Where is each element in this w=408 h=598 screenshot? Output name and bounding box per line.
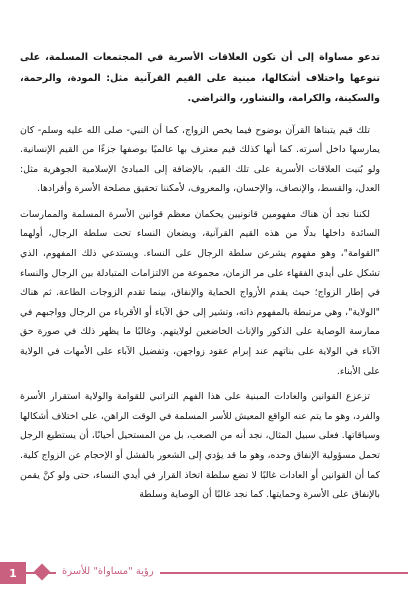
intro-statement: تدعو مساواة إلى أن تكون العلاقات الأسرية في المجتمعات المسلمة، على تنوعها واختلاف أشكالها، مبنية على القيم القرآنية مثل: المودة، والرحمة، والسكينة، والكرامة، والتشاور، والتراضي. (20, 52, 380, 104)
body-paragraph-2: لكننا نجد أن هناك مفهومين قانونيين يحكمان معظم قوانين الأسرة المسلمة والممارسات السائدة داخلها بدلًا من هذه القيم القرآنية، ويضعان النساء تحت سلطة الرجال، أولهما "القوامة"، وهو مفهوم يشرعن سلطة الرجال على النساء. ويستدعي ذلك المفهوم، الذي تشكل على أيدي الفقهاء على مر الزمان، مجموعة من الالتزامات المتبادلة بين الرجال والنساء في إطار الزواج؛ حيث يقدم الأزواج الحماية والإنفاق، بينما تقدم الزوجات الطاعة. ثم هناك "الولاية"، وهي مرتبطة بالمفهوم ذاته، وتشير إلى حق الآباء أو الأقرباء من الرجال وواجبهم في ممارسة الوصاية على الذكور والإناث الخاضعين لولايتهم. وغالبًا ما يظهر ذلك في صورة حق الآباء في الولاية على بناتهم عند إبرام عقود زواجهن، وتفضيل الآباء على الأمهات في الولاية على الأبناء. (20, 208, 380, 377)
diamond-ornament-icon (34, 564, 51, 581)
body-paragraph-1: تلك قيم يتبناها القرآن بوضوح فيما يخص الزواج، كما أن النبي- صلى الله عليه وسلم- كان يمارسها داخل أسرته. كما أنها كذلك قيم معترف بها عالميًا بوصفها جزءًا من القيم الإنسانية. ولو بُنيت العلاقات الأسرية على تلك القيم، بالإضافة إلى المبادئ الإسلامية الجوهرية مثل: العدل، والقسط، والإنصاف، والإحسان، والمعروف، لأمكننا تحقيق مصلحة الأسرة وأفرادها. (20, 124, 380, 195)
page-footer (0, 550, 408, 598)
page-number: 1 (0, 562, 26, 584)
running-title: رؤية "مساواة" للأسرة (56, 564, 160, 580)
body-paragraph-3: تزعزع القوانين والعادات المبنية على هذا الفهم التراتبي للقوامة والولاية استقرار الأسرة والفرد، وهو ما يتم عنه الواقع المعيش للأسر المسلمة في الوقت الراهن، على اختلاف أشكالها وسياقاتها. فعلى سبيل المثال، نجد أنه من الصعب، بل من المستحيل أحيانًا، أن يستطيع الرجل تحمل مسؤولية الإنفاق وحده، وهو ما قد يؤدي إلى الشعور بالفشل أو الإحجام عن الزواج كلية. كما أن القوانين أو العادات غالبًا لا تضع سلطة اتخاذ القرار في أيدي النساء، حتى ولو كنَّ يقمن بالإنفاق على الأسرة وحمايتها. كما نجد غالبًا أن الوصاية وسلطة (20, 391, 380, 501)
page-body (20, 48, 380, 511)
